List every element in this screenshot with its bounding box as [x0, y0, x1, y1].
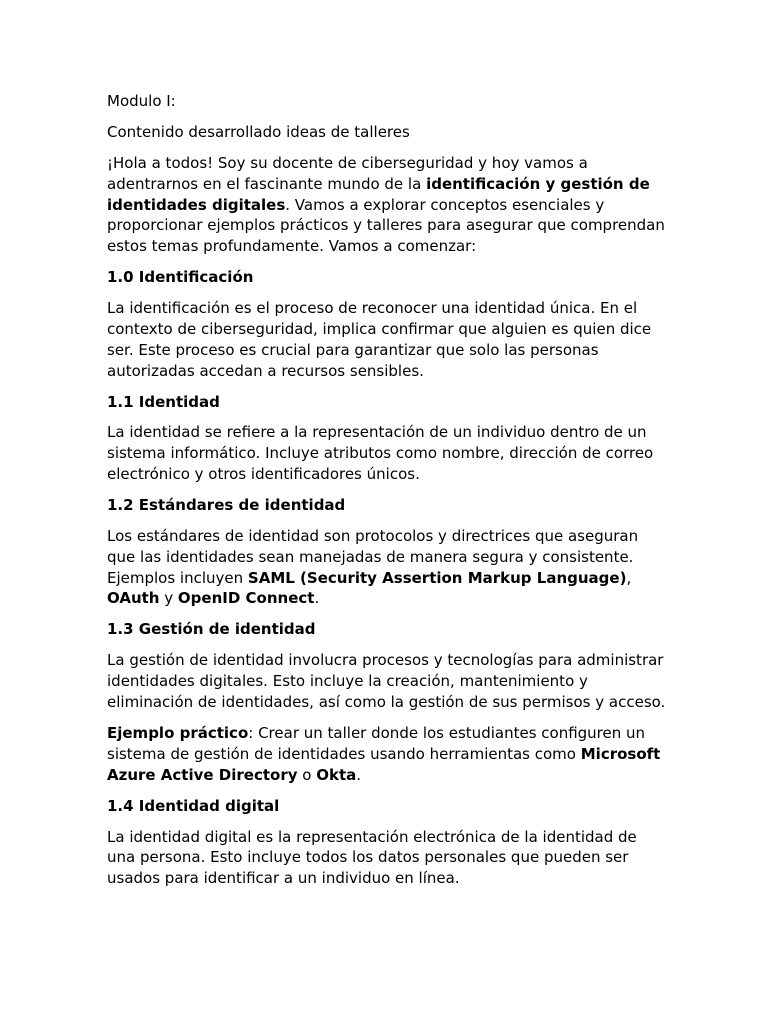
section-body-1-1: La identidad se refiere a la representación de un individuo dentro de un sistema informático. Incluye atributos como nombre, dirección de correo electrónico y otros identificadores únicos.	[107, 423, 654, 484]
saml-term: SAML (Security Assertion Markup Language)	[247, 568, 627, 587]
document-subtitle: Contenido desarrollado ideas de talleres	[107, 122, 410, 141]
section-1-2-text-2: ,	[626, 568, 632, 587]
oauth-term: OAuth	[107, 589, 160, 608]
intro-text-1: ¡Hola a todos! Soy su docente de ciberseguridad y hoy vamos a adentrarnos en el fascinante mundo de la	[107, 153, 588, 193]
section-heading-1-2: 1.2 Estándares de identidad	[107, 496, 346, 515]
practical-example-label: Ejemplo práctico	[107, 723, 249, 742]
module-label: Modulo I:	[107, 92, 176, 110]
okta-term: Okta	[316, 765, 357, 784]
section-1-2-text-4: .	[314, 589, 320, 608]
section-1-2-text-1: Los estándares de identidad son protocolos y directrices que aseguran que las identidades sean manejadas de manera segura y consistente. Ejemplos incluyen	[107, 527, 639, 587]
practical-example	[107, 723, 667, 785]
section-1-2-text-3: y	[159, 589, 178, 608]
section-body-1-2	[107, 526, 667, 609]
practical-example-text-2: o	[297, 765, 317, 784]
practical-example-text-3: .	[356, 765, 362, 784]
section-body-1-3: La gestión de identidad involucra procesos y tecnologías para administrar identidades digitales. Esto incluye la creación, mantenimiento y eliminación de identidades, así como la gestión de sus permisos y acceso.	[107, 651, 666, 711]
section-heading-1-4: 1.4 Identidad digital	[107, 796, 280, 815]
openid-term: OpenID Connect	[177, 589, 315, 608]
practical-example-text-1: : Crear un taller donde los estudiantes configuren un sistema de gestión de identidades usando herramientas como	[107, 723, 646, 763]
section-heading-1-3: 1.3 Gestión de identidad	[107, 620, 316, 639]
document-page	[107, 91, 667, 899]
intro-paragraph	[107, 153, 667, 257]
intro-bold-1: identificación y gestión de identidades digitales	[107, 174, 650, 214]
section-heading-1-1: 1.1 Identidad	[107, 392, 220, 411]
section-body-1-0: La identificación es el proceso de reconocer una identidad única. En el contexto de ciberseguridad, implica confirmar que alguien es quien dice ser. Este proceso es crucial para garantizar que solo las personas autorizadas accedan a recursos sensibles.	[107, 299, 652, 380]
intro-text-2: . Vamos a explorar conceptos esenciales y proporcionar ejemplos prácticos y talleres para asegurar que comprendan estos temas profundamente. Vamos a comenzar:	[107, 195, 665, 256]
azure-ad-term: Microsoft Azure Active Directory	[107, 744, 661, 784]
section-body-1-4: La identidad digital es la representación electrónica de la identidad de una persona. Esto incluye todos los datos personales que pueden ser usados para identificar a un individuo en línea.	[107, 827, 637, 888]
section-heading-1-0: 1.0 Identificación	[107, 268, 254, 287]
